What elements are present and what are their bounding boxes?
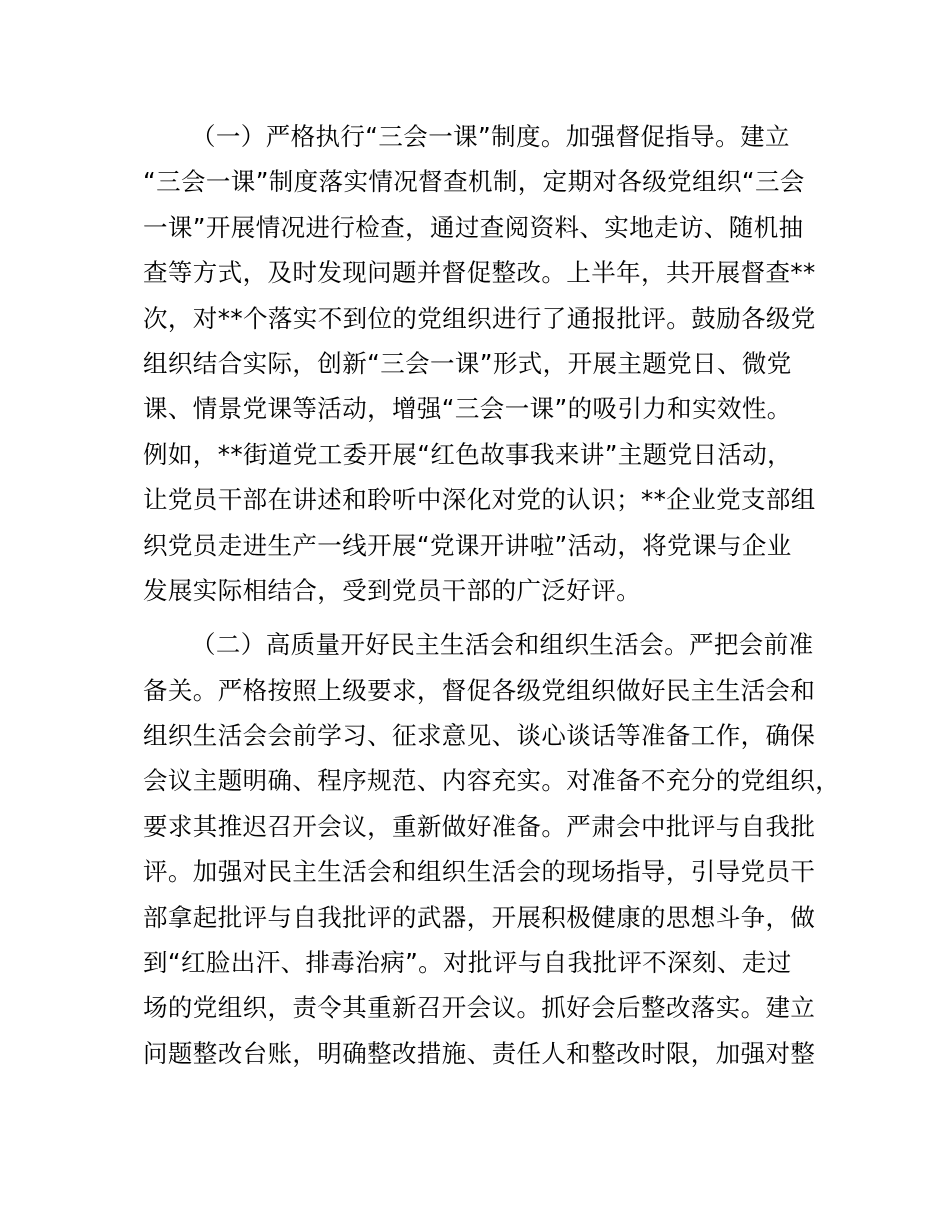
text-line: 场的党组织，责令其重新召开会议。抓好会后整改落实。建立 [143,993,816,1023]
text-line: 一课”开展情况进行检查，通过查阅资料、实地走访、随机抽 [143,212,804,242]
text-line: 备关。严格按照上级要求，督促各级党组织做好民主生活会和 [143,675,816,705]
text-line: 部拿起批评与自我批评的武器，开展积极健康的思想斗争，做 [143,902,816,932]
text-line: 发展实际相结合，受到党员干部的广泛好评。 [143,575,641,605]
text-line: （一）严格执行“三会一课”制度。加强督促指导。建立 [191,122,790,151]
text-line: 织党员走进生产一线开展“党课开讲啦”活动，将党课与企业 [143,530,792,560]
text-line: 到“红脸出汗、排毒治病”。对批评与自我批评不深刻、走过 [143,948,792,978]
paragraph-1 [143,114,843,613]
text-line: 让党员干部在讲述和聆听中深化对党的认识；**企业党支部组 [143,485,816,515]
text-line: 组织生活会会前学习、征求意见、谈心谈话等准备工作，确保 [143,721,816,751]
text-line: 问题整改台账，明确整改措施、责任人和整改时限，加强对整 [143,1038,816,1068]
text-line: 次，对**个落实不到位的党组织进行了通报批评。鼓励各级党 [143,303,816,333]
paragraph-spacer [143,613,843,622]
document-body [143,114,843,1076]
text-line: 组织结合实际，创新“三会一课”形式，开展主题党日、微党 [143,348,792,378]
paragraph-2 [143,622,843,1076]
text-line: “三会一课”制度落实情况督查机制，定期对各级党组织“三会 [143,167,805,197]
text-line: 课、情景党课等活动，增强“三会一课”的吸引力和实效性。 [143,394,792,424]
text-line: 查等方式，及时发现问题并督促整改。上半年，共开展督查** [143,258,816,288]
text-line: （二）高质量开好民主生活会和组织生活会。严把会前准 [191,630,814,660]
text-line: 会议主题明确、程序规范、内容充实。对准备不充分的党组织， [143,766,841,796]
text-line: 要求其推迟召开会议，重新做好准备。严肃会中批评与自我批 [143,811,816,841]
text-line: 例如，**街道党工委开展“红色故事我来讲”主题党日活动， [143,439,793,469]
text-line: 评。加强对民主生活会和组织生活会的现场指导，引导党员干 [143,857,816,887]
